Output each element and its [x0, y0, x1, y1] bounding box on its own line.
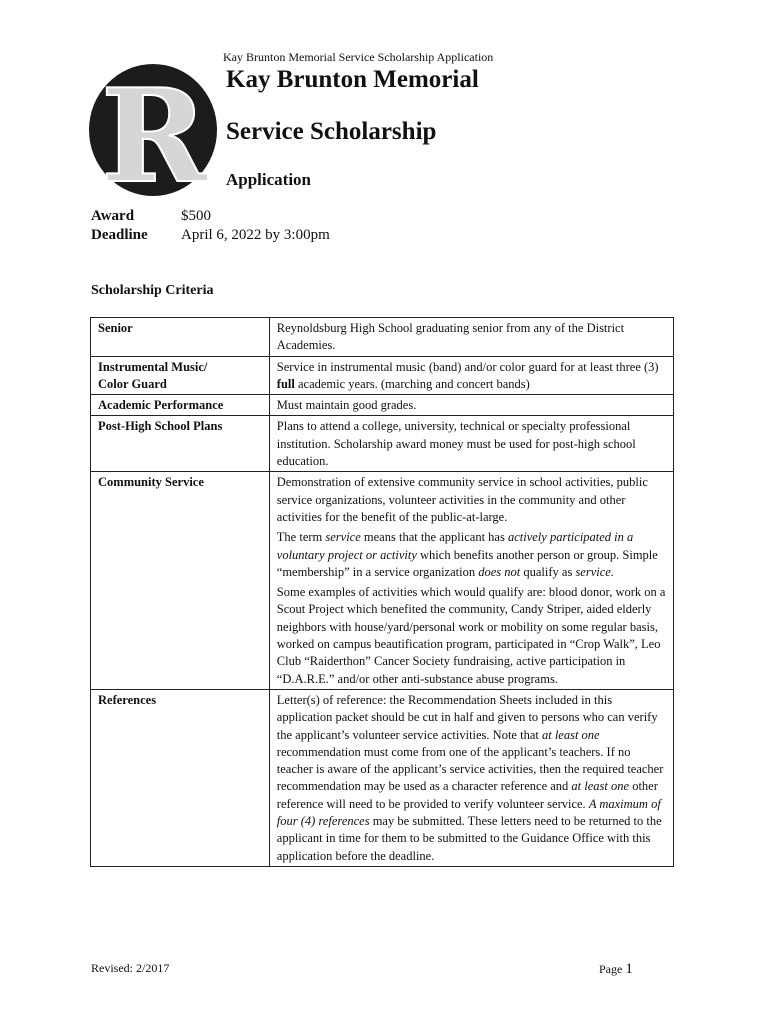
references-label: References: [91, 689, 270, 866]
music-text-part: academic years. (marching and concert bands): [294, 376, 530, 391]
deadline-value: April 6, 2022 by 3:00pm: [181, 227, 330, 243]
music-label-line-1: Instrumental Music/: [98, 359, 208, 374]
music-text: [269, 356, 673, 395]
table-row: [91, 416, 674, 472]
italic-run: actively participated in a voluntary project or activity: [276, 530, 634, 562]
page-number-value: 1: [625, 961, 633, 977]
senior-text: Reynoldsburg High School graduating senior from any of the District Academies.: [269, 318, 673, 357]
text-run: recommendation must come from one of the applicant’s teachers. If no teacher is aware of the applicant’s service activities, then the required teacher recommendation may be used as a character reference and: [276, 744, 664, 794]
music-label-line-2: Color Guard: [98, 376, 167, 391]
community-paragraph-2: [277, 529, 667, 581]
italic-run: service.: [575, 564, 614, 579]
deadline-row: [91, 227, 330, 244]
italic-run: at least one: [541, 727, 600, 742]
italic-run: service: [325, 530, 361, 545]
running-header: Kay Brunton Memorial Service Scholarship Application: [223, 50, 494, 64]
table-row: [91, 395, 674, 416]
italic-run: at least one: [571, 779, 630, 794]
table-row: [91, 356, 674, 395]
award-value: $500: [181, 208, 211, 224]
senior-label: Senior: [91, 318, 270, 357]
posthigh-label: Post-High School Plans: [91, 416, 270, 472]
text-run: which benefits another person or group. Simple “membership” in a service organization: [276, 547, 658, 579]
award-label: Award: [91, 208, 135, 224]
community-paragraph-1: Demonstration of extensive community service in school activities, public service organizations, volunteer activities in the community and other activities for the benefit of the public-at-large.: [276, 475, 648, 524]
school-logo: [88, 63, 218, 197]
table-row: [91, 318, 674, 357]
deadline-label: Deadline: [91, 227, 148, 243]
community-paragraph-3: Some examples of activities which would qualify are: blood donor, work on a Scout Project which benefited the community, Candy Striper, aided elderly neighbors with house/yard/personal work or mobility on some regular basis, worked on campus beautification program, participated in “Crop Walk”, Leo Club “Raiderthon” Cancer Society fundraising, active participation in “D.A.R.E.” and/or other anti-substance abuse programs.: [276, 585, 666, 686]
academic-label: Academic Performance: [91, 395, 270, 416]
section-title: Scholarship Criteria: [91, 283, 214, 298]
text-run: The term: [276, 530, 326, 545]
italic-run: A maximum of four (4) references: [276, 796, 661, 829]
references-text: [269, 689, 673, 866]
text-run: means that the applicant has: [360, 530, 508, 545]
page-label: Page: [599, 962, 626, 976]
logo-letter: R: [100, 63, 208, 197]
award-row: [91, 208, 211, 225]
music-label: [91, 356, 270, 395]
table-row: [91, 472, 674, 690]
title-line-3: Application: [226, 170, 312, 189]
table-row: [91, 689, 674, 866]
page-number: [599, 961, 633, 978]
criteria-table: [90, 317, 674, 867]
community-text: [269, 472, 673, 690]
posthigh-text: Plans to attend a college, university, technical or specialty professional institution. Scholarship award money must be used for post-high school education.: [269, 416, 673, 472]
text-run: qualify as: [520, 564, 576, 579]
text-run: may be submitted. These letters need to be returned to the applicant in time for them to be submitted to the Guidance Office with this application before the deadline.: [276, 814, 662, 863]
title-line-2: Service Scholarship: [226, 118, 437, 145]
music-text-bold: full: [276, 376, 295, 391]
text-run: Letter(s) of reference: the Recommendation Sheets included in this application packet should be cut in half and given to persons who can verify the applicant’s volunteer service activities. Note that: [276, 692, 658, 742]
italic-run: does not: [478, 564, 521, 579]
title-line-1: Kay Brunton Memorial: [226, 66, 479, 93]
text-run: other reference will need to be provided to verify volunteer service.: [276, 779, 658, 811]
music-text-part: Service in instrumental music (band) and/or color guard for at least three (3): [276, 359, 659, 374]
community-label: Community Service: [91, 472, 270, 690]
revision-note: Revised: 2/2017: [91, 961, 170, 975]
academic-text: Must maintain good grades.: [269, 395, 673, 416]
